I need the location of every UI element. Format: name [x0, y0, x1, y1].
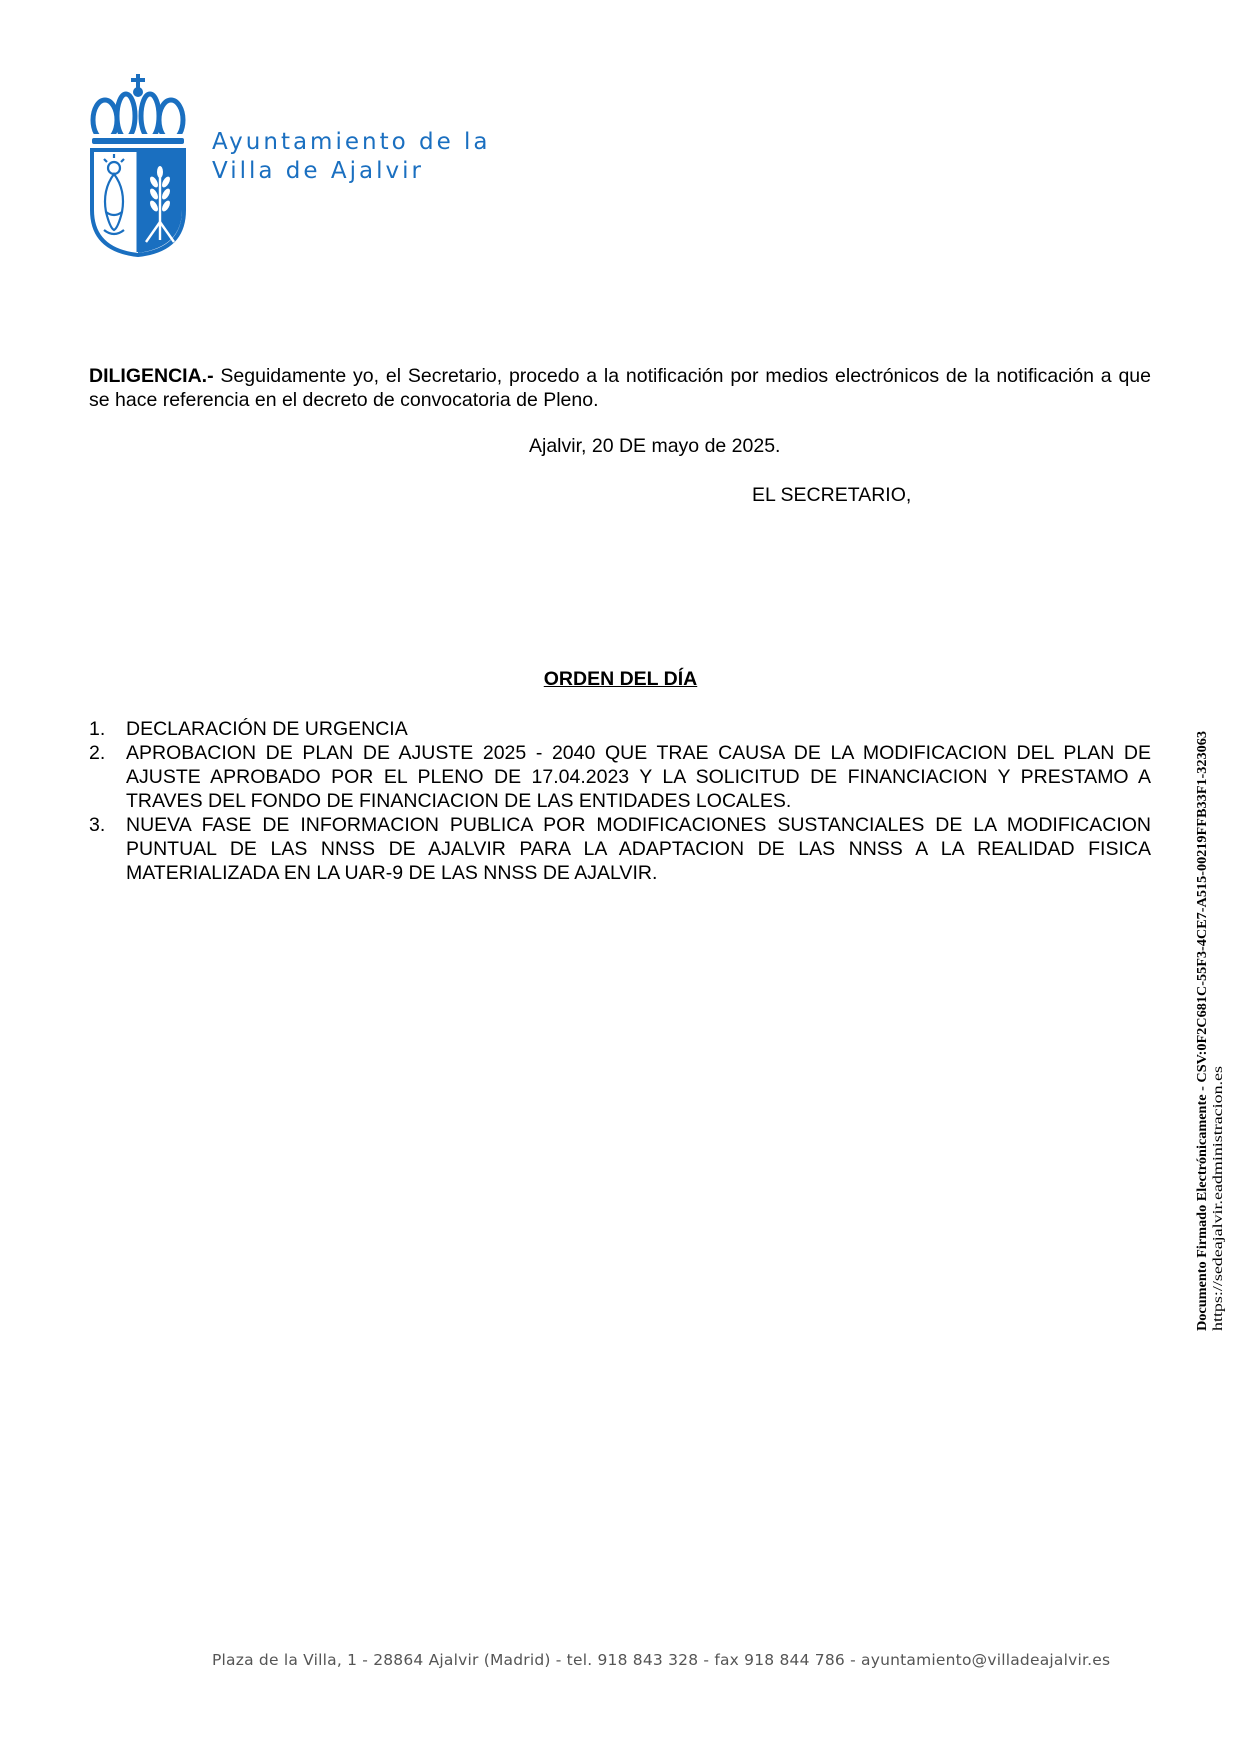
- signature-stamp: [1184, 729, 1226, 1334]
- diligencia-text: Seguidamente yo, el Secretario, procedo a la notificación por medios electrónicos de la notificación a que se hace referencia en el decreto de convocatoria de Pleno.: [89, 365, 1151, 411]
- diligencia-label: DILIGENCIA.-: [89, 365, 214, 387]
- agenda-item-number: 3.: [89, 814, 106, 836]
- agenda-item: [89, 717, 1151, 741]
- date-line: Ajalvir, 20 DE mayo de 2025.: [529, 435, 781, 457]
- diligencia-paragraph: [89, 364, 1151, 412]
- agenda-item-text: DECLARACIÓN DE URGENCIA: [126, 718, 408, 740]
- orden-del-dia-title: ORDEN DEL DÍA: [543, 668, 698, 690]
- signature-line: EL SECRETARIO,: [752, 484, 912, 506]
- signature-stamp-line-2[interactable]: https://sedeajalvir.eadministracion.es: [1211, 1124, 1226, 1331]
- agenda-item-number: 2.: [89, 742, 106, 764]
- agenda-list: [89, 717, 1151, 885]
- agenda-item-text: APROBACION DE PLAN DE AJUSTE 2025 - 2040 QUE TRAE CAUSA DE LA MODIFICACION DEL PLAN DE AJUSTE APROBADO POR EL PLENO DE 17.04.2023 Y LA SOLICITUD DE FINANCIACION Y PRESTAMO A TRAVES DEL FONDO DE FINANCIACION DE LAS ENTIDADES LOCALES.: [126, 742, 1151, 812]
- org-line-2: Villa de Ajalvir: [212, 158, 424, 184]
- agenda-item-number: 1.: [89, 718, 106, 740]
- footer-contact: Plaza de la Villa, 1 - 28864 Ajalvir (Madrid) - tel. 918 843 328 - fax 918 844 786 - ayuntamiento@villadeajalvir.es: [212, 1651, 1111, 1669]
- agenda-item: [89, 741, 1151, 813]
- org-line-1: Ayuntamiento de la: [212, 129, 491, 155]
- crest-icon: [88, 72, 188, 257]
- agenda-item-text: NUEVA FASE DE INFORMACION PUBLICA POR MODIFICACIONES SUSTANCIALES DE LA MODIFICACION PUNTUAL DE LAS NNSS DE AJALVIR PARA LA ADAPTACION DE LAS NNSS A LA REALIDAD FISICA MATERIALIZADA EN LA UAR-9 DE LAS NNSS DE AJALVIR.: [126, 814, 1151, 884]
- agenda-item: [89, 813, 1151, 885]
- signature-stamp-line-1: Documento Firmado Electrónicamente - CSV:0F2C681C-55F3-4CE7-A515-00219FFB33F1-323063: [1195, 741, 1210, 1331]
- organization-name: [212, 128, 491, 186]
